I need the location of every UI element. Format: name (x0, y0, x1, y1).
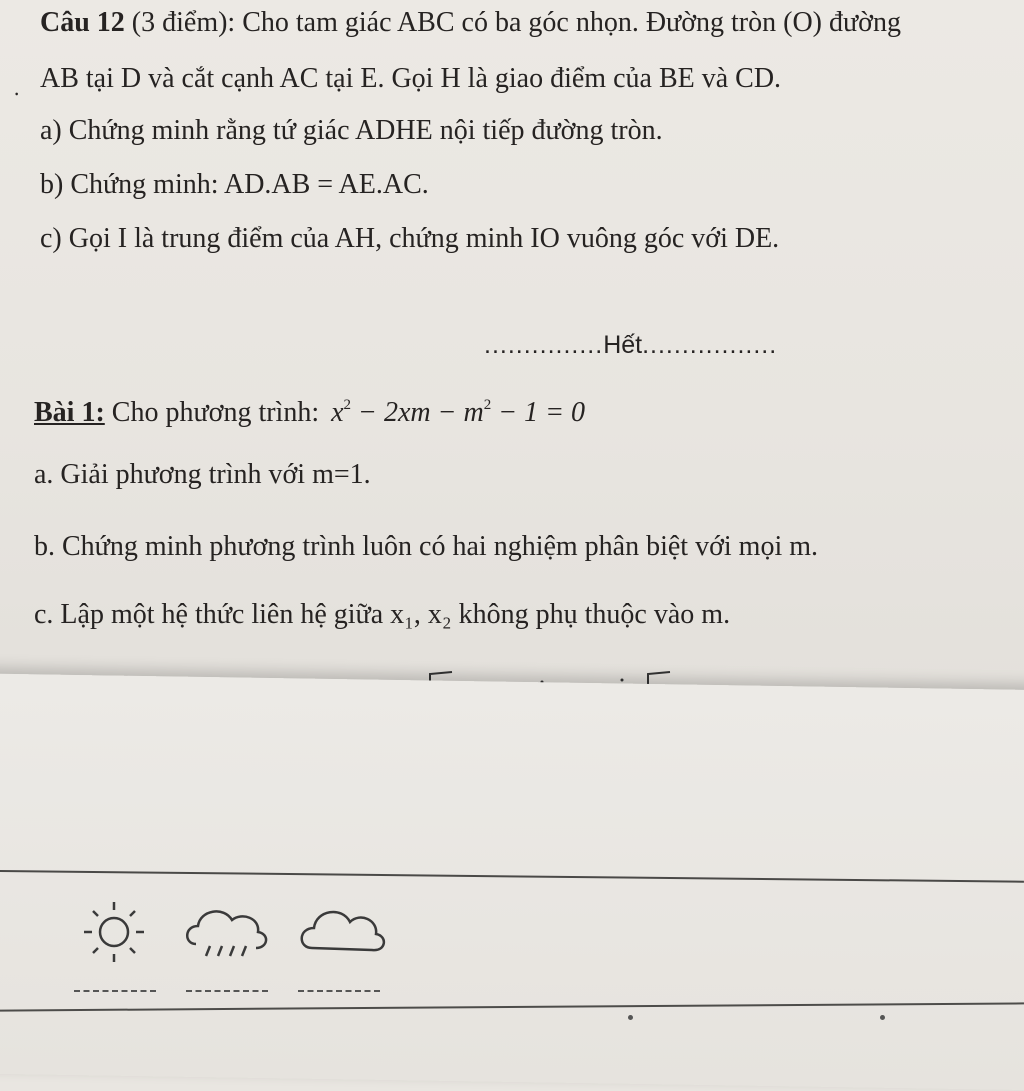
question-12-header (40, 6, 901, 40)
eq-exp2: 2 (483, 397, 492, 413)
end-marker (484, 328, 777, 362)
bai-1-equation (331, 397, 585, 428)
question-12-header-text: (3 điểm): Cho tam giác ABC có ba góc nhọn. Đường tròn (O) đường (124, 7, 901, 38)
page-dot (880, 1015, 885, 1020)
end-text: Hết (603, 331, 643, 359)
bai-1-header (34, 388, 585, 430)
sun-icon (78, 896, 150, 968)
question-12-line-2: AB tại D và cắt cạnh AC tại E. Gọi H là giao điểm của BE và CD. (40, 63, 782, 94)
page-dot (628, 1015, 633, 1020)
question-12-part-b: b) Chứng minh: AD.AB = AE.AC. (40, 169, 429, 200)
exam-sheet-bottom (0, 673, 1024, 1091)
eq-mid: − 2xm − m (351, 397, 484, 428)
bai-1-part-c: c. Lập một hệ thức liên hệ giữa x₁, x₂ không phụ thuộc vào m. (34, 599, 731, 630)
bai-1-label: Bài 1: (34, 397, 105, 428)
rain-cloud-icon (182, 896, 274, 968)
bai-1-part-a: a. Giải phương trình với m=1. (34, 459, 371, 490)
end-dots-left: ............... (484, 331, 604, 359)
question-12-label: Câu 12 (40, 7, 125, 38)
eq-exp1: 2 (343, 397, 352, 413)
end-dots-right: ................. (642, 331, 778, 359)
answer-blank (298, 990, 380, 992)
stray-mark: ⸱ (14, 84, 20, 106)
bai-1-intro: Cho phương trình: (104, 397, 320, 428)
question-12-part-a: a) Chứng minh rằng tứ giác ADHE nội tiếp đường tròn. (40, 115, 663, 146)
cloud-icon (296, 896, 388, 968)
eq-x: x (331, 397, 344, 428)
question-12-part-c: c) Gọi I là trung điểm của AH, chứng minh IO vuông góc với DE. (40, 223, 780, 254)
eq-end: − 1 = 0 (491, 397, 586, 428)
answer-blank (186, 990, 268, 992)
bai-1-part-b: b. Chứng minh phương trình luôn có hai nghiệm phân biệt với mọi m. (34, 531, 819, 562)
answer-blank (74, 990, 156, 992)
